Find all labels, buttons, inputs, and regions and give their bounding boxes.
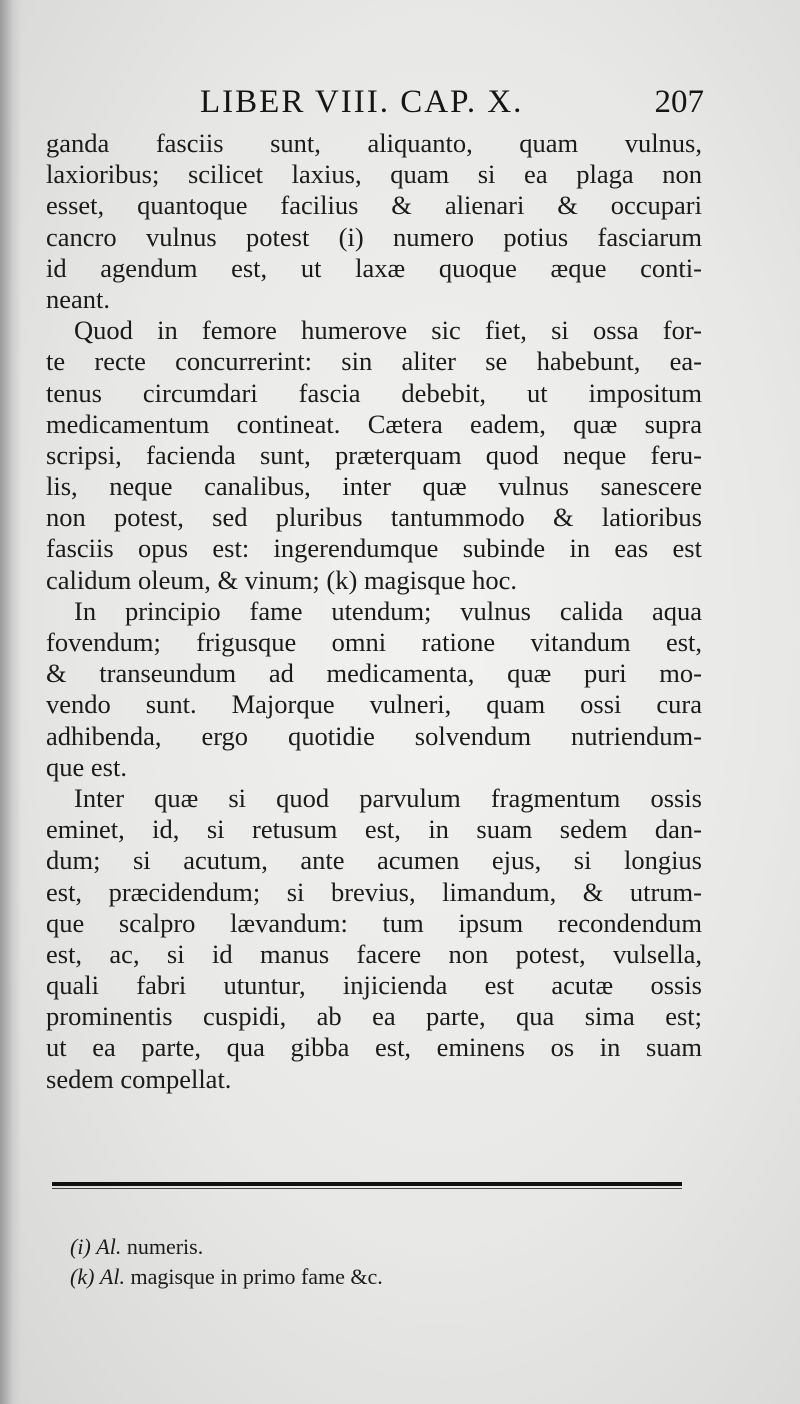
text-line: id agendum est, ut laxæ quoque æque conti- [46, 252, 702, 283]
text-line: ganda fasciis sunt, aliquanto, quam vulnus, [46, 128, 702, 158]
text-line: te recte concurrerint: sin aliter se habebunt, ea- [46, 346, 702, 377]
text-line: laxioribus; scilicet laxius, quam si ea plaga non [46, 159, 702, 190]
footnote-k [70, 1262, 690, 1292]
text-line: esset, quantoque facilius & alienari & occupari [46, 190, 702, 221]
footnote-mark: (k) [70, 1264, 95, 1289]
paragraph-3 [46, 596, 702, 783]
text-line: adhibenda, ergo quotidie solvendum nutriendum- [46, 720, 702, 751]
text-line: quali fabri utuntur, injicienda est acutæ ossis [46, 970, 702, 1001]
footnote-mark: (i) [70, 1234, 91, 1259]
text-line: tenus circumdari fascia debebit, ut impositum [46, 377, 702, 408]
text-line: eminet, id, si retusum est, in suam sedem dan- [46, 814, 702, 845]
footnote-i [70, 1232, 690, 1262]
text-line: est, ac, si id manus facere non potest, vulsella, [46, 938, 702, 969]
paragraph-1 [46, 128, 702, 315]
footnotes [70, 1232, 690, 1292]
footnote-abbreviation: Al. [99, 1264, 125, 1289]
text-line: vendo sunt. Majorque vulneri, quam ossi cura [46, 689, 702, 720]
body-text [46, 128, 702, 1095]
text-line: lis, neque canalibus, inter quæ vulnus sanescere [46, 471, 702, 502]
text-line: medicamentum contineat. Cætera eadem, quæ supra [46, 408, 702, 439]
text-line: que scalpro lævandum: tum ipsum recondendum [46, 907, 702, 938]
text-line: ut ea parte, qua gibba est, eminens os in suam [46, 1032, 702, 1063]
text-line: sedem compellat. [46, 1063, 232, 1094]
page-header [46, 76, 710, 122]
text-line: que est. [46, 751, 127, 782]
footnote-rule [52, 1182, 682, 1189]
text-line: In principio fame utendum; vulnus calida aqua [74, 595, 702, 626]
text-line: & transeundum ad medicamenta, quæ puri mo- [46, 658, 702, 689]
running-head: LIBER VIII. CAP. X. [200, 84, 524, 120]
text-line: fovendum; frigusque omni ratione vitandum est, [46, 627, 702, 657]
text-line: scripsi, facienda sunt, præterquam quod neque feru- [46, 439, 702, 470]
text-line: prominentis cuspidi, ab ea parte, qua sima est; [46, 1001, 702, 1032]
text-line: fasciis opus est: ingerendumque subinde in eas est [46, 533, 702, 564]
text-line: neant. [46, 283, 111, 314]
text-line: Inter quæ si quod parvulum fragmentum ossis [74, 782, 702, 813]
text-line: est, præcidendum; si brevius, limandum, & utrum- [46, 876, 702, 907]
paragraph-4 [46, 783, 702, 1095]
footnote-text: numeris. [126, 1234, 204, 1259]
paragraph-2 [46, 315, 702, 596]
text-line: calidum oleum, & vinum; (k) magisque hoc. [46, 564, 518, 595]
text-line: dum; si acutum, ante acumen ejus, si longius [46, 845, 702, 876]
footnote-abbreviation: Al. [96, 1234, 122, 1259]
text-line: Quod in femore humerove sic fiet, si ossa for- [74, 315, 702, 346]
gutter-shadow [0, 0, 22, 1404]
text-line: cancro vulnus potest (i) numero potius fasciarum [46, 221, 702, 252]
text-line: non potest, sed pluribus tantummodo & latioribus [46, 502, 702, 533]
page-number: 207 [654, 84, 704, 120]
footnote-text: magisque in primo fame &c. [130, 1264, 383, 1289]
